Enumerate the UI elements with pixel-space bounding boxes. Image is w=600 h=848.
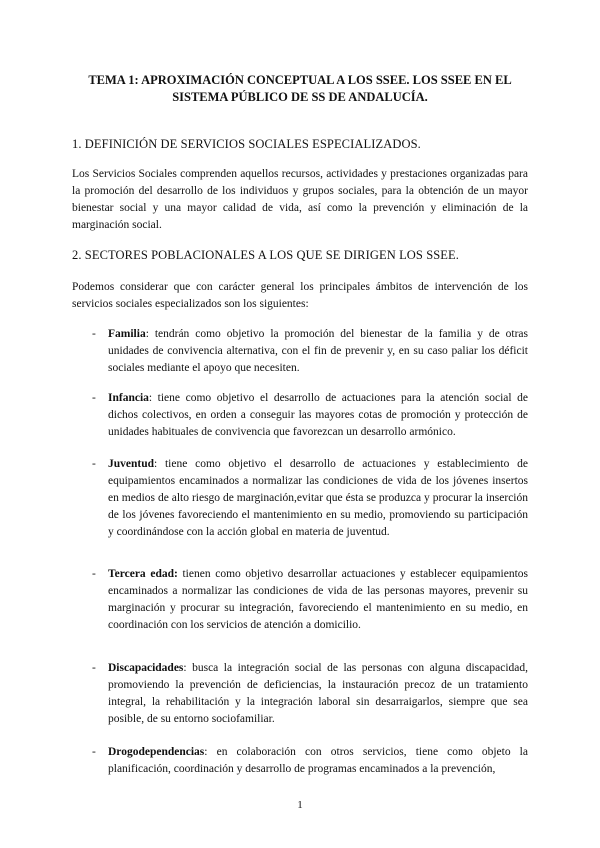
item-text: : busca la integración social de las personas con alguna discapacidad, promoviendo la prevención de deficiencias, la instauración precoz de un tratamiento integral, la rehabilitación y la integración laboral sin desarraigarlos, siempre que sea posible, de su entorno sociofamiliar. [108, 662, 528, 725]
item-text: : tiene como objetivo el desarrollo de actuaciones y establecimiento de equipamientos encaminados a normalizar las condiciones de vida de los jóvenes insertos en medios de alto riesgo de marginación,evitar que ésta se produzca y procurar la inserción de los jóvenes favoreciendo el mantenimiento en su medio, promoviendo su participación y coordinándose con la acción global en materia de juventud. [108, 458, 528, 538]
item-term: Tercera edad: [108, 568, 178, 580]
section1-paragraph: Los Servicios Sociales comprenden aquellos recursos, actividades y prestaciones organizadas para la promoción del desarrollo de los individuos y grupos sociales, para la obtención de un mayor bienestar social y una mayor calidad de vida, así como la prevención y eliminación de la marginación social. [72, 168, 528, 231]
item-text: : tendrán como objetivo la promoción del bienestar de la familia y de otras unidades de convivencia alternativa, con el fin de prevenir y, en su caso paliar los déficit sociales mediante el apoyo que necesiten. [108, 328, 528, 374]
section1-heading: 1. DEFINICIÓN DE SERVICIOS SOCIALES ESPECIALIZADOS. [72, 137, 421, 151]
item-term: Infancia [108, 392, 149, 404]
list-item-tercera-edad [92, 566, 528, 634]
list-item-infancia [92, 390, 528, 441]
list-item-discapacidades [92, 660, 528, 728]
item-term: Familia [108, 328, 146, 340]
item-term: Juventud [108, 458, 155, 470]
item-text: tienen como objetivo desarrollar actuaciones y establecer equipamientos encaminados a normalizar las condiciones de vida de las personas mayores, prevenir su marginación y procurar su integración, favoreciendo el mantenimiento en su medio, en coordinación con los servicios de atención a domicilio. [108, 568, 528, 631]
page-number: 1 [297, 799, 303, 811]
list-item-juventud [92, 456, 528, 541]
section2-intro: Podemos considerar que con carácter general los principales ámbitos de intervención de los servicios sociales especializados son los siguientes: [72, 281, 528, 310]
list-bullet: - [92, 392, 96, 404]
list-bullet: - [92, 568, 96, 580]
list-item-familia [92, 326, 528, 377]
list-bullet: - [92, 328, 96, 340]
document-title: TEMA 1: APROXIMACIÓN CONCEPTUAL A LOS SSEE. LOS SSEE EN EL SISTEMA PÚBLICO DE SS DE ANDALUCÍA. [88, 73, 512, 104]
list-bullet: - [92, 662, 96, 674]
item-text: : en colaboración con otros servicios, tiene como objeto la planificación, coordinación y desarrollo de programas encaminados a la prevención, [108, 746, 528, 775]
item-term: Discapacidades [108, 662, 184, 674]
list-bullet: - [92, 746, 96, 758]
item-text: : tiene como objetivo el desarrollo de actuaciones para la atención social de dichos colectivos, en orden a conseguir las mayores cotas de promoción y protección de unidades habituales de convivencia que favorezcan un desarrollo armónico. [108, 392, 528, 438]
list-item-drogodependencias [92, 744, 528, 778]
list-bullet: - [92, 458, 96, 470]
item-term: Drogodependencias [108, 746, 205, 758]
section2-heading: 2. SECTORES POBLACIONALES A LOS QUE SE DIRIGEN LOS SSEE. [72, 248, 460, 262]
